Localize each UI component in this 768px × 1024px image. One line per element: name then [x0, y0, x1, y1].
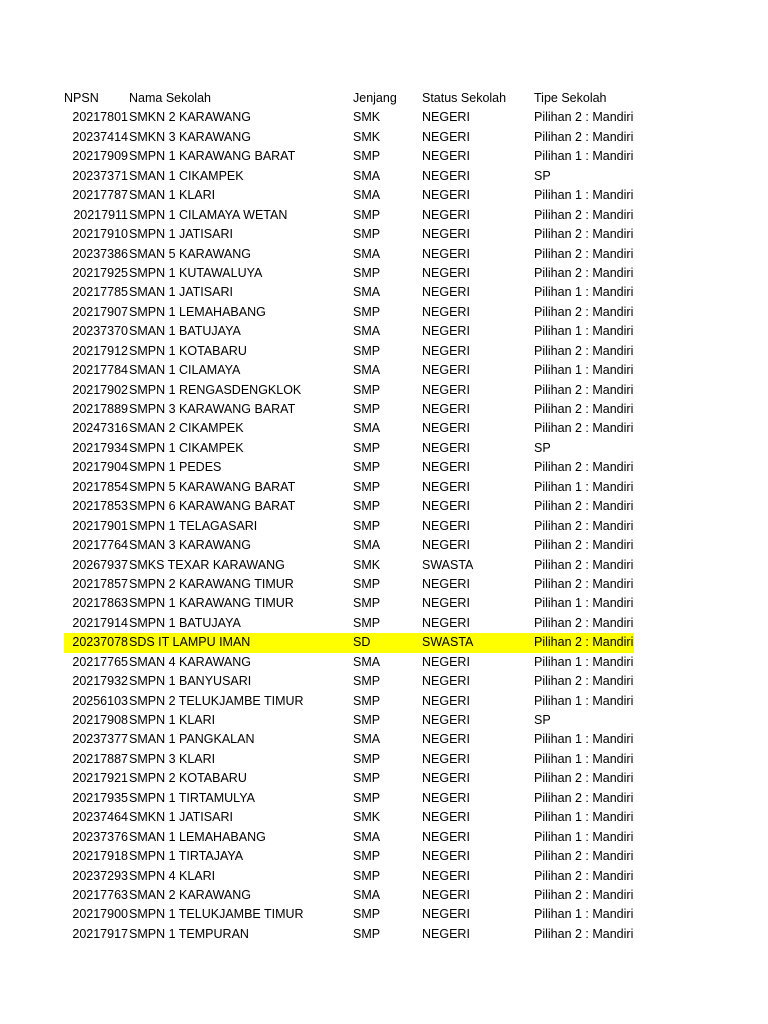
cell-npsn: 20217934	[72, 440, 128, 455]
table-row	[0, 167, 768, 186]
cell-status-sekolah: NEGERI	[422, 576, 470, 591]
cell-npsn: 20217912	[72, 343, 128, 358]
cell-jenjang: SMA	[353, 324, 381, 339]
cell-tipe-sekolah: Pilihan 2 : Mandiri	[534, 849, 634, 864]
cell-tipe-sekolah: Pilihan 1 : Mandiri	[534, 188, 634, 203]
cell-nama-sekolah: SMPN 1 BATUJAYA	[129, 615, 241, 630]
cell-jenjang: SMA	[353, 732, 381, 747]
cell-tipe-sekolah: Pilihan 1 : Mandiri	[534, 693, 634, 708]
cell-npsn: 20237414	[72, 129, 128, 144]
cell-npsn: 20217889	[72, 402, 128, 416]
cell-tipe-sekolah: Pilihan 2 : Mandiri	[534, 402, 634, 416]
cell-tipe-sekolah: Pilihan 2 : Mandiri	[534, 460, 634, 475]
cell-jenjang: SMP	[353, 499, 381, 514]
cell-tipe-sekolah: Pilihan 2 : Mandiri	[534, 265, 634, 280]
table-row	[0, 847, 768, 866]
cell-nama-sekolah: SMPN 1 KARAWANG BARAT	[129, 149, 296, 164]
table-row	[0, 128, 768, 147]
cell-tipe-sekolah: Pilihan 1 : Mandiri	[534, 654, 634, 669]
cell-nama-sekolah: SMPN 1 PEDES	[129, 460, 222, 475]
cell-status-sekolah: NEGERI	[422, 887, 470, 902]
table-row	[0, 419, 768, 438]
table-row	[0, 808, 768, 827]
cell-status-sekolah: NEGERI	[422, 343, 470, 358]
cell-nama-sekolah: SMPN 1 TIRTAMULYA	[129, 790, 255, 805]
cell-npsn: 20217784	[72, 363, 128, 378]
cell-tipe-sekolah: SP	[534, 713, 551, 727]
table-row	[0, 536, 768, 555]
cell-npsn: 20217863	[72, 596, 128, 611]
cell-npsn: 20217887	[72, 751, 128, 766]
cell-jenjang: SMP	[353, 265, 381, 280]
cell-status-sekolah: NEGERI	[422, 907, 470, 922]
cell-status-sekolah: SWASTA	[422, 635, 474, 650]
cell-status-sekolah: NEGERI	[422, 188, 470, 203]
table-row	[0, 614, 768, 633]
cell-tipe-sekolah: Pilihan 2 : Mandiri	[534, 110, 634, 125]
cell-tipe-sekolah: Pilihan 2 : Mandiri	[534, 557, 634, 572]
table-row	[0, 108, 768, 127]
cell-npsn: 20237386	[72, 246, 128, 261]
cell-nama-sekolah: SMPN 1 LEMAHABANG	[129, 304, 266, 319]
cell-jenjang: SMA	[353, 168, 381, 183]
header-tipe-sekolah: Tipe Sekolah	[534, 91, 607, 105]
cell-npsn: 20237293	[72, 868, 128, 883]
cell-jenjang: SMP	[353, 907, 381, 922]
cell-tipe-sekolah: Pilihan 2 : Mandiri	[534, 868, 634, 883]
cell-nama-sekolah: SMPN 4 KLARI	[129, 868, 216, 883]
cell-npsn: 20237377	[72, 732, 128, 747]
table-row	[0, 633, 768, 652]
cell-jenjang: SMP	[353, 460, 381, 475]
cell-tipe-sekolah: Pilihan 1 : Mandiri	[534, 907, 634, 922]
cell-tipe-sekolah: Pilihan 2 : Mandiri	[534, 926, 634, 941]
cell-status-sekolah: SWASTA	[422, 557, 474, 572]
cell-jenjang: SMP	[353, 868, 381, 883]
cell-status-sekolah: NEGERI	[422, 771, 470, 786]
table-row	[0, 186, 768, 205]
cell-jenjang: SMP	[353, 343, 381, 358]
cell-npsn: 20217763	[72, 887, 128, 902]
cell-npsn: 20217785	[72, 285, 128, 300]
cell-npsn: 20217902	[72, 382, 128, 397]
table-row	[0, 886, 768, 905]
cell-npsn: 20237370	[72, 324, 128, 339]
cell-npsn: 20217909	[72, 149, 128, 164]
cell-jenjang: SMK	[353, 557, 381, 572]
cell-npsn: 20247316	[72, 421, 128, 436]
cell-tipe-sekolah: Pilihan 1 : Mandiri	[534, 149, 634, 164]
cell-nama-sekolah: SMKN 2 KARAWANG	[129, 110, 252, 125]
cell-jenjang: SMP	[353, 713, 381, 727]
cell-nama-sekolah: SMAN 2 CIKAMPEK	[129, 421, 244, 436]
table-row	[0, 769, 768, 788]
cell-nama-sekolah: SMPN 1 CIKAMPEK	[129, 440, 244, 455]
cell-status-sekolah: NEGERI	[422, 849, 470, 864]
table-row	[0, 400, 768, 419]
cell-nama-sekolah: SMAN 1 LEMAHABANG	[129, 829, 266, 844]
cell-npsn: 20217901	[72, 518, 128, 533]
cell-npsn: 20237376	[72, 829, 128, 844]
cell-tipe-sekolah: Pilihan 2 : Mandiri	[534, 207, 634, 222]
cell-nama-sekolah: SMAN 1 CILAMAYA	[129, 363, 241, 378]
cell-nama-sekolah: SMPN 6 KARAWANG BARAT	[129, 499, 296, 514]
cell-status-sekolah: NEGERI	[422, 693, 470, 708]
cell-npsn: 20217904	[72, 460, 128, 475]
cell-status-sekolah: NEGERI	[422, 518, 470, 533]
cell-tipe-sekolah: Pilihan 1 : Mandiri	[534, 732, 634, 747]
cell-jenjang: SMA	[353, 421, 381, 436]
cell-jenjang: SMA	[353, 246, 381, 261]
cell-jenjang: SMP	[353, 596, 381, 611]
cell-tipe-sekolah: Pilihan 1 : Mandiri	[534, 829, 634, 844]
cell-status-sekolah: NEGERI	[422, 304, 470, 319]
cell-nama-sekolah: SMPN 1 KOTABARU	[129, 343, 247, 358]
cell-tipe-sekolah: Pilihan 2 : Mandiri	[534, 343, 634, 358]
cell-nama-sekolah: SMPN 1 RENGASDENGKLOK	[129, 382, 302, 397]
table-row	[0, 672, 768, 691]
cell-jenjang: SMA	[353, 887, 381, 902]
cell-jenjang: SMP	[353, 576, 381, 591]
cell-tipe-sekolah: Pilihan 2 : Mandiri	[534, 382, 634, 397]
cell-jenjang: SMP	[353, 790, 381, 805]
header-nama-sekolah: Nama Sekolah	[129, 91, 211, 105]
cell-nama-sekolah: SMKN 3 KARAWANG	[129, 129, 252, 144]
table-row	[0, 245, 768, 264]
cell-jenjang: SMP	[353, 382, 381, 397]
cell-nama-sekolah: SMPN 1 TIRTAJAYA	[129, 849, 244, 864]
table-row	[0, 828, 768, 847]
cell-nama-sekolah: SMPN 2 KARAWANG TIMUR	[129, 576, 294, 591]
cell-npsn: 20217918	[72, 849, 128, 864]
table-row	[0, 867, 768, 886]
cell-jenjang: SMA	[353, 538, 381, 553]
cell-tipe-sekolah: Pilihan 1 : Mandiri	[534, 363, 634, 378]
cell-status-sekolah: NEGERI	[422, 810, 470, 825]
cell-jenjang: SMA	[353, 363, 381, 378]
cell-status-sekolah: NEGERI	[422, 713, 470, 727]
cell-npsn: 20237078	[72, 635, 128, 650]
cell-tipe-sekolah: Pilihan 2 : Mandiri	[534, 615, 634, 630]
cell-nama-sekolah: SMPN 1 CILAMAYA WETAN	[129, 207, 288, 222]
cell-tipe-sekolah: Pilihan 1 : Mandiri	[534, 285, 634, 300]
cell-nama-sekolah: SDS IT LAMPU IMAN	[129, 635, 251, 650]
cell-npsn: 20217917	[72, 926, 128, 941]
cell-npsn: 20217908	[72, 713, 128, 727]
cell-tipe-sekolah: Pilihan 2 : Mandiri	[534, 499, 634, 514]
cell-tipe-sekolah: Pilihan 2 : Mandiri	[534, 887, 634, 902]
cell-jenjang: SMA	[353, 829, 381, 844]
cell-status-sekolah: NEGERI	[422, 110, 470, 125]
cell-nama-sekolah: SMPN 3 KARAWANG BARAT	[129, 402, 296, 416]
cell-nama-sekolah: SMAN 1 CIKAMPEK	[129, 168, 244, 183]
cell-jenjang: SD	[353, 635, 371, 650]
cell-nama-sekolah: SMAN 1 BATUJAYA	[129, 324, 241, 339]
table-row	[0, 789, 768, 808]
cell-status-sekolah: NEGERI	[422, 149, 470, 164]
cell-status-sekolah: NEGERI	[422, 168, 470, 183]
table-row	[0, 303, 768, 322]
cell-tipe-sekolah: Pilihan 1 : Mandiri	[534, 751, 634, 766]
cell-jenjang: SMP	[353, 149, 381, 164]
cell-npsn: 20217932	[72, 674, 128, 689]
cell-tipe-sekolah: SP	[534, 440, 551, 455]
cell-jenjang: SMP	[353, 440, 381, 455]
cell-tipe-sekolah: Pilihan 2 : Mandiri	[534, 227, 634, 242]
table-row	[0, 225, 768, 244]
cell-nama-sekolah: SMAN 4 KARAWANG	[129, 654, 252, 669]
cell-npsn: 20217857	[72, 576, 128, 591]
cell-npsn: 20237371	[72, 168, 128, 183]
cell-nama-sekolah: SMKN 1 JATISARI	[129, 810, 233, 825]
cell-tipe-sekolah: Pilihan 2 : Mandiri	[534, 674, 634, 689]
table-row	[0, 925, 768, 944]
table-row	[0, 905, 768, 924]
cell-status-sekolah: NEGERI	[422, 324, 470, 339]
cell-tipe-sekolah: Pilihan 2 : Mandiri	[534, 576, 634, 591]
cell-npsn: 20217854	[72, 479, 128, 494]
cell-status-sekolah: NEGERI	[422, 440, 470, 455]
table-header-row	[0, 89, 768, 108]
cell-status-sekolah: NEGERI	[422, 479, 470, 494]
cell-jenjang: SMP	[353, 693, 381, 708]
cell-status-sekolah: NEGERI	[422, 615, 470, 630]
school-table	[0, 89, 768, 944]
cell-npsn: 20217801	[72, 110, 128, 125]
cell-nama-sekolah: SMPN 2 TELUKJAMBE TIMUR	[129, 693, 304, 708]
cell-tipe-sekolah: Pilihan 1 : Mandiri	[534, 479, 634, 494]
cell-jenjang: SMP	[353, 479, 381, 494]
cell-nama-sekolah: SMPN 1 KLARI	[129, 713, 216, 727]
cell-jenjang: SMP	[353, 615, 381, 630]
cell-tipe-sekolah: Pilihan 2 : Mandiri	[534, 246, 634, 261]
table-row	[0, 283, 768, 302]
cell-status-sekolah: NEGERI	[422, 382, 470, 397]
cell-tipe-sekolah: Pilihan 1 : Mandiri	[534, 324, 634, 339]
cell-nama-sekolah: SMKS TEXAR KARAWANG	[129, 557, 285, 572]
table-row	[0, 692, 768, 711]
cell-tipe-sekolah: Pilihan 1 : Mandiri	[534, 810, 634, 825]
cell-nama-sekolah: SMPN 1 BANYUSARI	[129, 674, 252, 689]
table-row	[0, 711, 768, 730]
cell-tipe-sekolah: Pilihan 2 : Mandiri	[534, 421, 634, 436]
cell-nama-sekolah: SMPN 1 KUTAWALUYA	[129, 265, 263, 280]
table-row	[0, 342, 768, 361]
cell-npsn: 20217853	[72, 499, 128, 514]
table-row	[0, 147, 768, 166]
cell-status-sekolah: NEGERI	[422, 402, 470, 416]
cell-npsn: 20217925	[72, 265, 128, 280]
cell-status-sekolah: NEGERI	[422, 596, 470, 611]
cell-tipe-sekolah: Pilihan 2 : Mandiri	[534, 771, 634, 786]
header-status-sekolah: Status Sekolah	[422, 91, 507, 105]
cell-nama-sekolah: SMAN 3 KARAWANG	[129, 538, 252, 553]
cell-nama-sekolah: SMPN 1 TELUKJAMBE TIMUR	[129, 907, 304, 922]
cell-jenjang: SMK	[353, 110, 381, 125]
cell-npsn: 20217911	[73, 207, 128, 222]
table-row	[0, 206, 768, 225]
cell-npsn: 20256103	[72, 693, 128, 708]
cell-jenjang: SMP	[353, 771, 381, 786]
cell-status-sekolah: NEGERI	[422, 460, 470, 475]
cell-status-sekolah: NEGERI	[422, 421, 470, 436]
header-npsn: NPSN	[64, 91, 99, 105]
cell-npsn: 20217787	[72, 188, 128, 203]
cell-jenjang: SMK	[353, 810, 381, 825]
table-body	[0, 108, 768, 944]
cell-status-sekolah: NEGERI	[422, 751, 470, 766]
cell-nama-sekolah: SMPN 5 KARAWANG BARAT	[129, 479, 296, 494]
cell-jenjang: SMA	[353, 285, 381, 300]
table-row	[0, 594, 768, 613]
table-row	[0, 653, 768, 672]
cell-npsn: 20217921	[72, 771, 128, 786]
cell-tipe-sekolah: Pilihan 2 : Mandiri	[534, 304, 634, 319]
cell-status-sekolah: NEGERI	[422, 363, 470, 378]
table-row	[0, 381, 768, 400]
cell-status-sekolah: NEGERI	[422, 868, 470, 883]
table-row	[0, 478, 768, 497]
cell-jenjang: SMP	[353, 207, 381, 222]
cell-status-sekolah: NEGERI	[422, 207, 470, 222]
cell-npsn: 20217914	[72, 615, 128, 630]
table-row	[0, 575, 768, 594]
table-row	[0, 750, 768, 769]
cell-npsn: 20217907	[72, 304, 128, 319]
cell-tipe-sekolah: Pilihan 2 : Mandiri	[534, 518, 634, 533]
cell-status-sekolah: NEGERI	[422, 790, 470, 805]
cell-jenjang: SMK	[353, 129, 381, 144]
cell-status-sekolah: NEGERI	[422, 265, 470, 280]
cell-nama-sekolah: SMPN 1 KARAWANG TIMUR	[129, 596, 294, 611]
table-row	[0, 439, 768, 458]
cell-nama-sekolah: SMAN 1 JATISARI	[129, 285, 233, 300]
cell-tipe-sekolah: Pilihan 2 : Mandiri	[534, 129, 634, 144]
cell-jenjang: SMP	[353, 926, 381, 941]
cell-nama-sekolah: SMAN 5 KARAWANG	[129, 246, 252, 261]
cell-status-sekolah: NEGERI	[422, 654, 470, 669]
table-row	[0, 730, 768, 749]
cell-status-sekolah: NEGERI	[422, 732, 470, 747]
cell-status-sekolah: NEGERI	[422, 829, 470, 844]
cell-npsn: 20217910	[72, 227, 128, 242]
cell-status-sekolah: NEGERI	[422, 538, 470, 553]
cell-jenjang: SMP	[353, 518, 381, 533]
cell-jenjang: SMP	[353, 674, 381, 689]
table-row	[0, 322, 768, 341]
cell-jenjang: SMP	[353, 304, 381, 319]
table-row	[0, 497, 768, 516]
cell-nama-sekolah: SMAN 2 KARAWANG	[129, 887, 252, 902]
cell-npsn: 20217935	[72, 790, 128, 805]
cell-status-sekolah: NEGERI	[422, 674, 470, 689]
cell-status-sekolah: NEGERI	[422, 129, 470, 144]
cell-nama-sekolah: SMPN 3 KLARI	[129, 751, 216, 766]
cell-status-sekolah: NEGERI	[422, 227, 470, 242]
cell-npsn: 20237464	[72, 810, 128, 825]
cell-npsn: 20217900	[72, 907, 128, 922]
cell-nama-sekolah: SMAN 1 PANGKALAN	[129, 732, 255, 747]
table-row	[0, 361, 768, 380]
cell-tipe-sekolah: Pilihan 2 : Mandiri	[534, 790, 634, 805]
cell-jenjang: SMP	[353, 402, 381, 416]
table-row	[0, 458, 768, 477]
cell-npsn: 20267937	[72, 557, 128, 572]
cell-nama-sekolah: SMAN 1 KLARI	[129, 188, 216, 203]
table-row	[0, 264, 768, 283]
cell-nama-sekolah: SMPN 1 JATISARI	[129, 227, 233, 242]
cell-jenjang: SMP	[353, 751, 381, 766]
cell-status-sekolah: NEGERI	[422, 246, 470, 261]
cell-jenjang: SMP	[353, 227, 381, 242]
cell-npsn: 20217765	[72, 654, 128, 669]
cell-jenjang: SMA	[353, 188, 381, 203]
cell-jenjang: SMA	[353, 654, 381, 669]
cell-status-sekolah: NEGERI	[422, 926, 470, 941]
table-row	[0, 556, 768, 575]
cell-tipe-sekolah: Pilihan 1 : Mandiri	[534, 596, 634, 611]
cell-nama-sekolah: SMPN 1 TEMPURAN	[129, 926, 249, 941]
table-row	[0, 517, 768, 536]
cell-npsn: 20217764	[72, 538, 128, 553]
cell-nama-sekolah: SMPN 2 KOTABARU	[129, 771, 247, 786]
cell-tipe-sekolah: Pilihan 2 : Mandiri	[534, 538, 634, 553]
cell-tipe-sekolah: SP	[534, 168, 551, 183]
header-jenjang: Jenjang	[353, 91, 397, 105]
cell-tipe-sekolah: Pilihan 2 : Mandiri	[534, 635, 634, 650]
cell-nama-sekolah: SMPN 1 TELAGASARI	[129, 518, 258, 533]
cell-jenjang: SMP	[353, 849, 381, 864]
cell-status-sekolah: NEGERI	[422, 499, 470, 514]
cell-status-sekolah: NEGERI	[422, 285, 470, 300]
